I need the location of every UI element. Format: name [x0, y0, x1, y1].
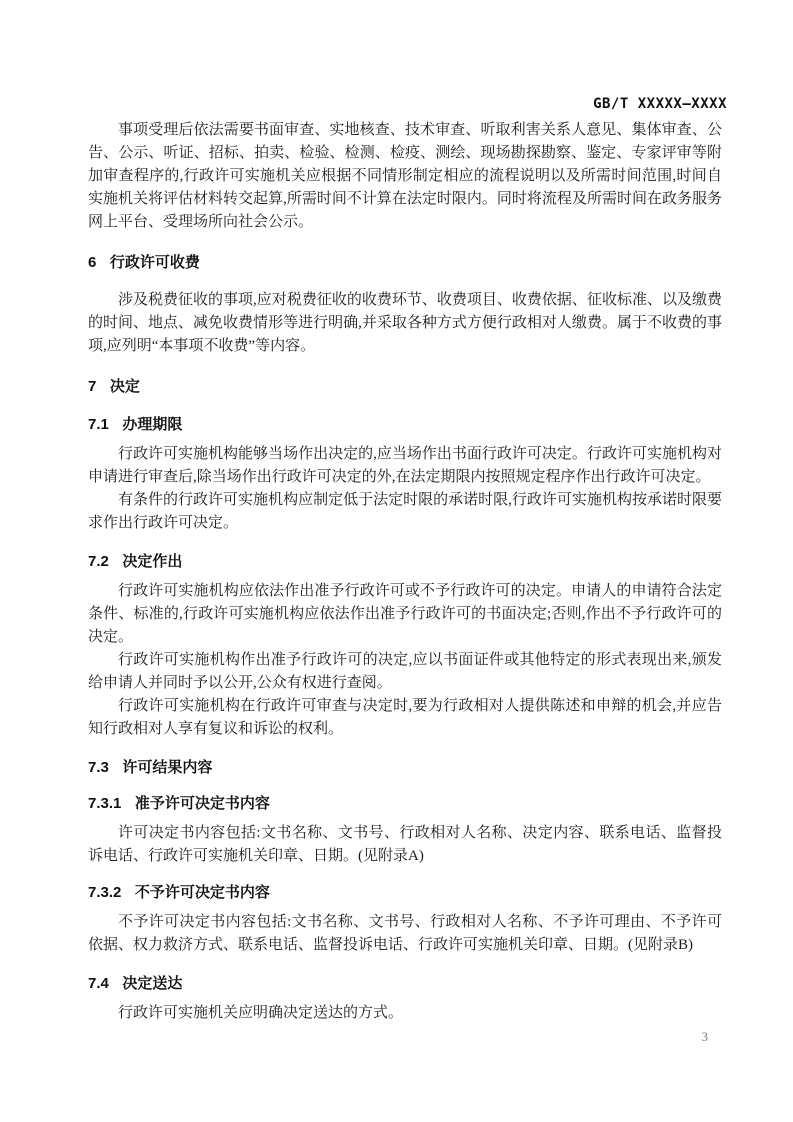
- document-body: [88, 119, 722, 1025]
- standard-number-header: GB/T XXXXX—XXXX: [593, 96, 727, 112]
- section-number: 7.3.2: [88, 884, 122, 901]
- section-title: 行政许可收费: [109, 254, 200, 271]
- section-heading-7.3.2: [88, 881, 722, 904]
- body-paragraph: 有条件的行政许可实施机构应制定低于法定时限的承诺时限,行政许可实施机构按承诺时限要求作出行政许可决定。: [88, 492, 722, 531]
- section-title: 不予许可决定书内容: [134, 884, 270, 901]
- section-heading-7.3.1: [88, 792, 722, 815]
- section-heading-7.3: [88, 756, 722, 779]
- body-paragraph: 行政许可实施机构作出准予行政许可的决定,应以书面证件或其他特定的形式表现出来,颁发给申请人并同时予以公开,公众有权进行查阅。: [88, 652, 722, 691]
- section-title: 许可结果内容: [122, 759, 213, 776]
- section-number: 7.4: [88, 975, 109, 992]
- section-title: 办理期限: [122, 416, 183, 433]
- section-number: 7.1: [88, 416, 109, 433]
- section-title: 决定: [109, 378, 140, 395]
- body-paragraph: 涉及税费征收的事项,应对税费征收的收费环节、收费项目、收费依据、征收标准、以及缴费的时间、地点、减免收费情形等进行明确,并采取各种方式方便行政相对人缴费。属于不收费的事项,应列明“本事项不收费”等内容。: [88, 292, 722, 354]
- body-paragraph: 行政许可实施机构能够当场作出决定的,应当场作出书面行政许可决定。行政许可实施机构对申请进行审查后,除当场作出行政许可决定的外,在法定期限内按照规定程序作出行政许可决定。: [88, 446, 722, 485]
- section-number: 7.3: [88, 759, 109, 776]
- body-paragraph: 许可决定书内容包括:文书名称、文书号、行政相对人名称、决定内容、联系电话、监督投诉电话、行政许可实施机关印章、日期。(见附录A): [88, 825, 722, 864]
- section-number: 7: [88, 378, 97, 395]
- body-paragraph: 行政许可实施机关应明确决定送达的方式。: [118, 1005, 404, 1021]
- section-heading-6: [88, 251, 722, 274]
- body-paragraph: 事项受理后依法需要书面审查、实地核查、技术审查、听取利害关系人意见、集体审查、公告、公示、听证、招标、拍卖、检验、检测、检疫、测绘、现场勘探勘察、鉴定、专家评审等附加审查程序的,行政许可实施机关应根据不同情形制定相应的流程说明以及所需时间范围,时间自实施机关将评估材料转交起算,所需时间不计算在法定时限内。同时将流程及所需时间在政务服务网上平台、受理场所向社会公示。: [88, 122, 722, 230]
- section-heading-7.1: [88, 413, 722, 436]
- section-number: 6: [88, 254, 97, 271]
- body-paragraph: 行政许可实施机构应依法作出准予行政许可或不予行政许可的决定。申请人的申请符合法定条件、标准的,行政许可实施机构应依法作出准予行政许可的书面决定;否则,作出不予行政许可的决定。: [88, 583, 722, 645]
- page-number: 3: [701, 1029, 708, 1044]
- section-number: 7.2: [88, 553, 109, 570]
- section-heading-7.2: [88, 550, 722, 573]
- section-title: 决定送达: [122, 975, 183, 992]
- body-paragraph: 不予许可决定书内容包括:文书名称、文书号、行政相对人名称、不予许可理由、不予许可依据、权力救济方式、联系电话、监督投诉电话、行政许可实施机关印章、日期。(见附录B): [88, 914, 722, 953]
- body-paragraph: 行政许可实施机构在行政许可审查与决定时,要为行政相对人提供陈述和申辩的机会,并应告知行政相对人享有复议和诉讼的权利。: [88, 698, 722, 737]
- section-number: 7.3.1: [88, 795, 122, 812]
- section-title: 准予许可决定书内容: [134, 795, 270, 812]
- section-heading-7: [88, 375, 722, 398]
- section-title: 决定作出: [122, 553, 183, 570]
- section-heading-7.4: [88, 972, 722, 995]
